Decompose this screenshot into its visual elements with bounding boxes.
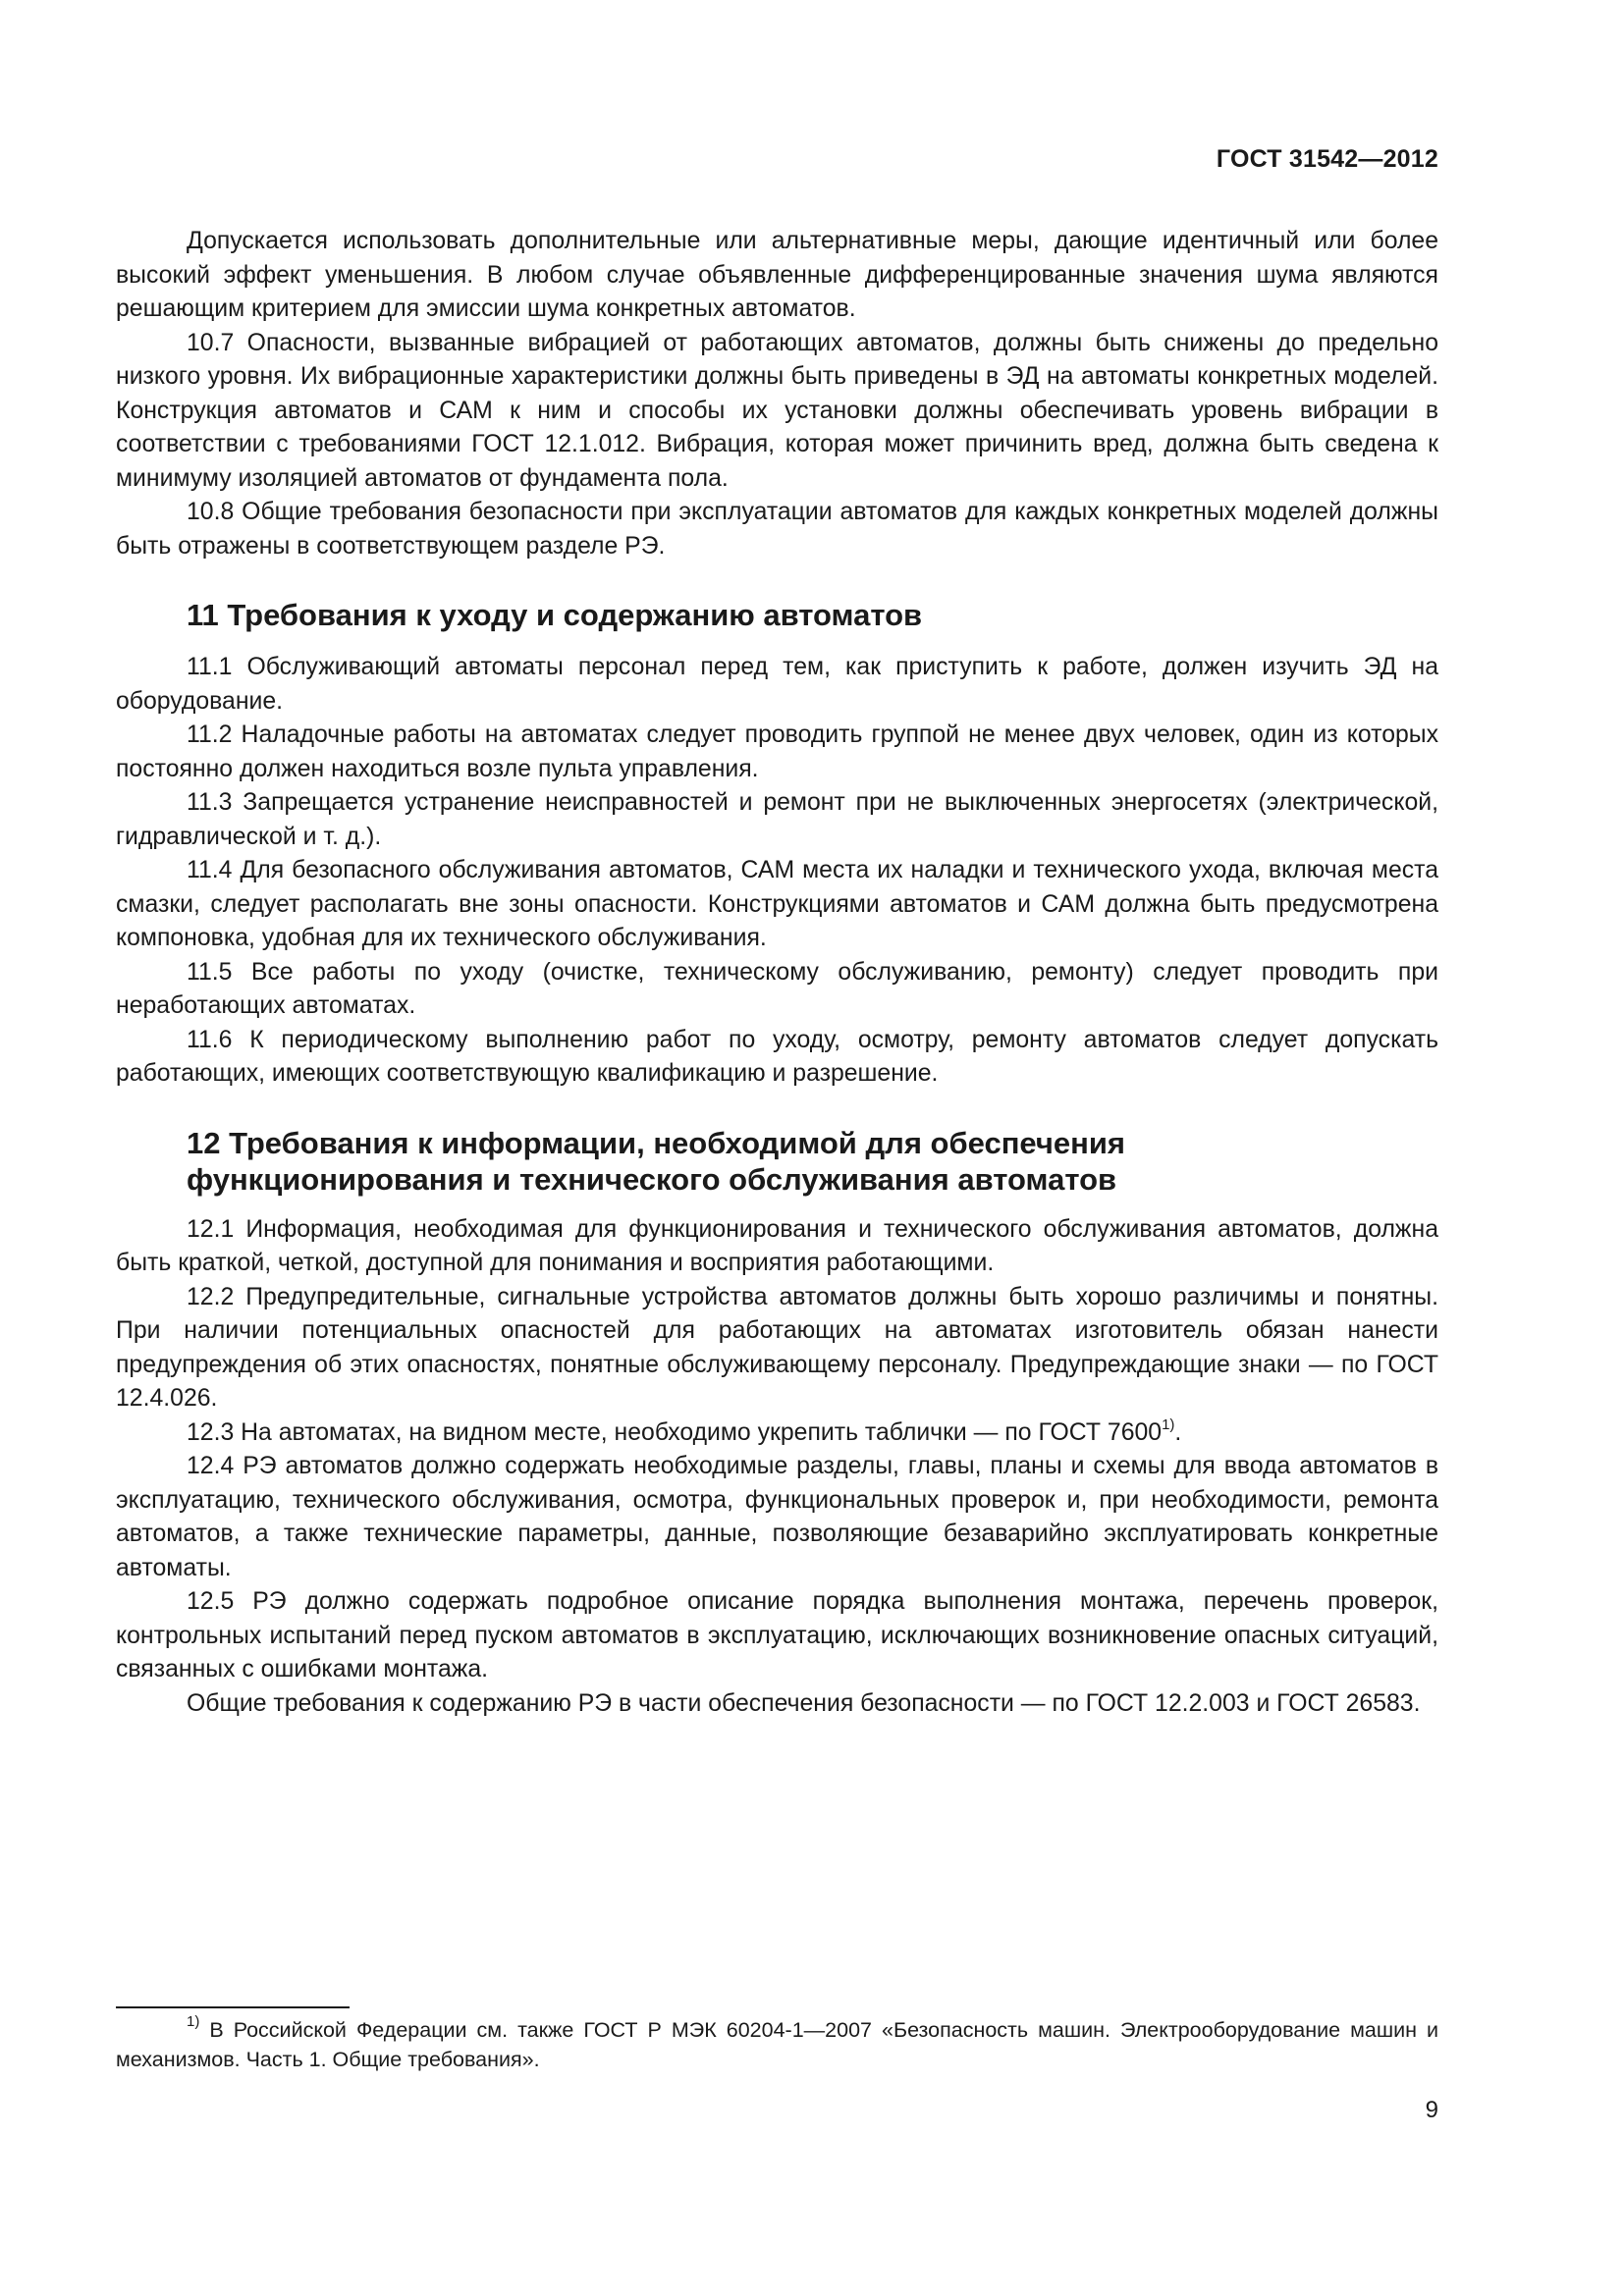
footnote-text: В Российской Федерации см. также ГОСТ Р МЭК 60204-1—2007 «Безопасность машин. Электрооборудование машин и механизмов. Часть 1. Общие требования». <box>116 2018 1438 2071</box>
footnote <box>116 2015 1438 2074</box>
paragraph-11-6: 11.6 К периодическому выполнению работ по уходу, осмотру, ремонту автоматов следует допускать работающих, имеющих соответствующую квалификацию и разрешение. <box>116 1026 1438 1087</box>
paragraph-12-4: 12.4 РЭ автоматов должно содержать необходимые разделы, главы, планы и схемы для ввода автоматов в эксплуатацию, технического обслуживания, осмотра, функциональных проверок и, при необходимости, ремонта автоматов, а также технические параметры, данные, позволяющие безаварийно эксплуатировать конкретные автоматы. <box>116 1453 1438 1581</box>
paragraph-10-7: 10.7 Опасности, вызванные вибрацией от работающих автоматов, должны быть снижены до предельно низкого уровня. Их вибрационные характеристики должны быть приведены в ЭД на автоматы конкретных моделей. Конструкция автоматов и САМ к ним и способы их установки должны обеспечивать уровень вибрации в соответствии с требованиями ГОСТ 12.1.012. Вибрация, которая может причинить вред, должна быть сведена к минимуму изоляцией автоматов от фундамента пола. <box>116 329 1438 492</box>
section-11-title: 11 Требования к уходу и содержанию автоматов <box>187 598 923 632</box>
paragraph-12-2: 12.2 Предупредительные, сигнальные устройства автоматов должны быть хорошо различимы и понятны. При наличии потенциальных опасностей для работающих на автоматах изготовитель обязан нанести предупреждения об этих опасностях, понятные обслуживающему персоналу. Предупреждающие знаки — по ГОСТ 12.4.026. <box>116 1283 1438 1412</box>
paragraph-11-4: 11.4 Для безопасного обслуживания автоматов, САМ места их наладки и технического ухода, включая места смазки, следует располагать вне зоны опасности. Конструкциями автоматов и САМ должна быть предусмотрена компоновка, удобная для их технического обслуживания. <box>116 857 1438 951</box>
paragraph-12-3-text: 12.3 На автоматах, на видном месте, необходимо укрепить таблички — по ГОСТ 7600 <box>187 1418 1163 1446</box>
section-12-title <box>116 1125 1438 1198</box>
paragraph-intro-1: Допускается использовать дополнительные или альтернативные меры, дающие идентичный или более высокий эффект уменьшения. В любом случае объявленные дифференцированные значения шума являются решающим критерием для эмиссии шума конкретных автоматов. <box>116 228 1438 322</box>
footnote-marker: 1) <box>187 2013 200 2030</box>
paragraph-12-1: 12.1 Информация, необходимая для функционирования и технического обслуживания автоматов, должна быть краткой, четкой, доступной для понимания и восприятия работающими. <box>116 1215 1438 1276</box>
section-12-title-line-2: функционирования и технического обслуживания автоматов <box>187 1161 1117 1197</box>
paragraph-12-3 <box>116 1416 1438 1451</box>
paragraph-11-1: 11.1 Обслуживающий автоматы персонал перед тем, как приступить к работе, должен изучить ЭД на оборудование. <box>116 654 1438 715</box>
section-12-title-line-1: 12 Требования к информации, необходимой для обеспечения <box>187 1125 1125 1160</box>
paragraph-11-2: 11.2 Наладочные работы на автоматах следует проводить группой не менее двух человек, один из которых постоянно должен находиться возле пульта управления. <box>116 721 1438 782</box>
paragraph-general-requirements: Общие требования к содержанию РЭ в части обеспечения безопасности — по ГОСТ 12.2.003 и ГОСТ 26583. <box>187 1689 1421 1717</box>
main-content <box>116 225 1438 1721</box>
page-number: 9 <box>1425 2097 1438 2123</box>
paragraph-10-8: 10.8 Общие требования безопасности при эксплуатации автоматов для каждых конкретных моделей должны быть отражены в соответствующем разделе РЭ. <box>116 499 1438 560</box>
footnote-divider <box>116 2006 350 2008</box>
footnote-reference[interactable]: 1) <box>1162 1415 1175 1433</box>
paragraph-11-5: 11.5 Все работы по уходу (очистке, техническому обслуживанию, ремонту) следует проводить при неработающих автоматах. <box>116 958 1438 1019</box>
paragraph-12-3-end: . <box>1174 1418 1182 1446</box>
paragraph-12-5: 12.5 РЭ должно содержать подробное описание порядка выполнения монтажа, перечень проверок, контрольных испытаний перед пуском автоматов в эксплуатацию, исключающих возникновение опасных ситуаций, связанных с ошибками монтажа. <box>116 1588 1438 1682</box>
paragraph-11-3: 11.3 Запрещается устранение неисправностей и ремонт при не выключенных энергосетях (электрической, гидравлической и т. д.). <box>116 789 1438 850</box>
document-code: ГОСТ 31542—2012 <box>1216 145 1438 173</box>
